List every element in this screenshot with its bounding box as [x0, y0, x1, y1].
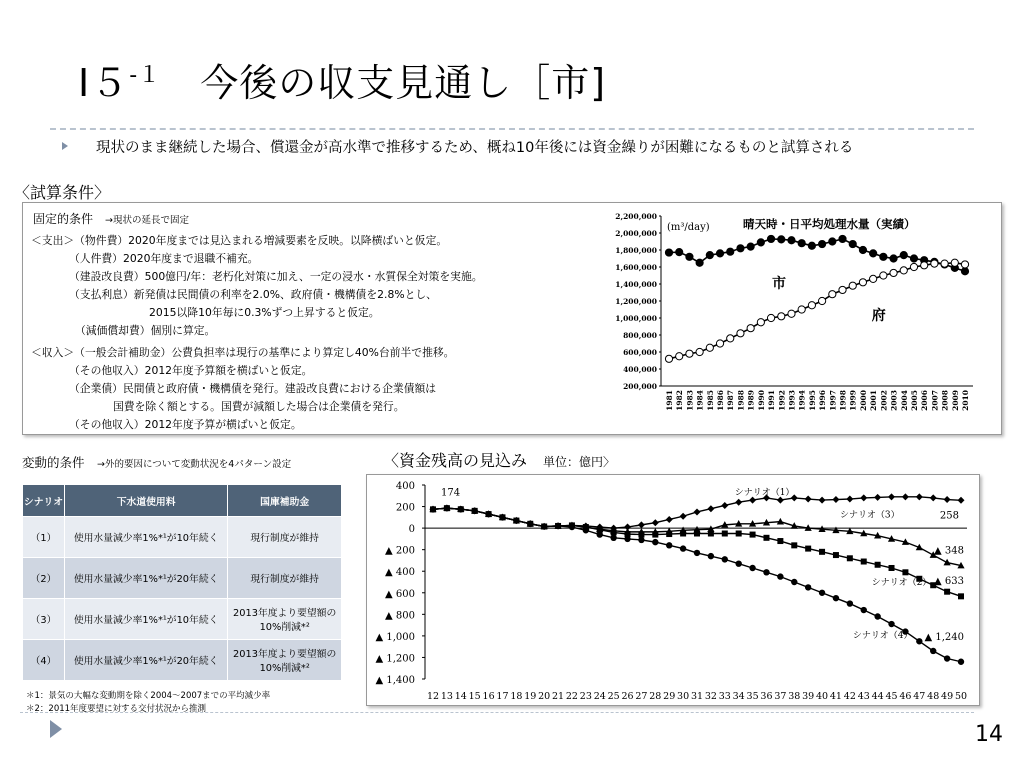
- x-tick-label: 49: [941, 691, 954, 702]
- fixed-line: （企業債）民間債と政府債・機構債を発行。建設改良費における企業債額は: [69, 382, 437, 395]
- fund-chart-unit: 単位：億円〉: [543, 455, 616, 469]
- y-tick-label: ▲ 600: [385, 588, 415, 600]
- data-point: [757, 239, 764, 246]
- x-tick-label: 24: [593, 691, 606, 702]
- data-point: [680, 545, 686, 551]
- data-point: [716, 250, 723, 257]
- data-point: [847, 555, 853, 561]
- x-tick-label: 38: [788, 691, 801, 702]
- table-cell: （1）: [23, 517, 65, 558]
- data-point: [870, 250, 877, 257]
- data-point: [665, 355, 672, 362]
- end-label-scenario-4: ▲ 1,240: [924, 631, 964, 643]
- unit-label: (m³/day): [667, 222, 710, 233]
- x-tick-label: 1981: [665, 390, 674, 411]
- data-point: [890, 269, 897, 276]
- data-point: [665, 249, 672, 256]
- x-tick-label: 46: [899, 691, 912, 702]
- title-divider: [50, 128, 974, 130]
- scenario-table: [22, 484, 342, 681]
- fixed-line: （建設改良費）500億円/年：老朽化対策に加え、一定の浸水・水質保全対策を実施。: [69, 270, 483, 283]
- x-tick-label: 1984: [695, 390, 705, 411]
- data-point: [686, 253, 693, 260]
- data-point: [788, 237, 795, 244]
- data-point: [859, 246, 866, 253]
- data-point: [951, 259, 958, 266]
- data-point: [666, 516, 673, 523]
- data-point: [902, 569, 908, 575]
- data-point: [694, 508, 701, 515]
- y-tick-label: 1,000,000: [615, 314, 657, 323]
- data-point: [735, 499, 742, 506]
- data-point: [716, 340, 723, 347]
- x-tick-label: 40: [816, 691, 829, 702]
- data-point: [833, 552, 839, 558]
- series-label-city: 市: [772, 276, 787, 292]
- data-point: [958, 593, 964, 599]
- x-tick-label: 23: [579, 691, 592, 702]
- x-tick-label: 44: [871, 691, 884, 702]
- x-tick-label: 45: [885, 691, 898, 702]
- fixed-conditions-head: [33, 210, 189, 227]
- data-point: [624, 536, 630, 542]
- fixed-line: ＜支出＞（物件費）2020年度までは見込まれる増減要素を反映。以降横ばいと仮定。: [31, 234, 448, 247]
- fund-balance-chart: [367, 475, 979, 705]
- y-tick-label: 1,200,000: [615, 297, 657, 306]
- x-tick-label: 1983: [685, 390, 695, 411]
- data-point: [676, 353, 683, 360]
- series-label-scenario-2: シナリオ（2）: [871, 578, 932, 588]
- fixed-line: ＜収入＞（一般会計補助金）公費負担率は現行の基準により算定し40%台前半で推移。: [31, 346, 455, 359]
- data-point: [749, 565, 755, 571]
- x-tick-label: 2004: [899, 390, 909, 411]
- table-cell: 使用水量減少率1%*¹が10年続く: [64, 517, 227, 558]
- fund-balance-panel: [366, 474, 980, 706]
- data-point: [916, 493, 923, 500]
- data-point: [875, 562, 881, 568]
- x-tick-label: 2005: [909, 390, 919, 411]
- x-tick-label: 1997: [828, 390, 838, 411]
- x-tick-label: 43: [857, 691, 870, 702]
- y-tick-label: ▲ 1,000: [375, 631, 415, 643]
- series-label-scenario-3: シナリオ（3）: [839, 510, 900, 521]
- table-header: 国庫補助金: [228, 485, 342, 517]
- end-label-scenario-3: ▲ 348: [934, 545, 964, 557]
- x-tick-label: 33: [718, 691, 731, 702]
- x-tick-label: 32: [704, 691, 717, 702]
- x-tick-label: 25: [607, 691, 620, 702]
- data-point: [555, 523, 561, 529]
- data-point: [727, 248, 734, 255]
- data-point: [944, 559, 951, 566]
- data-point: [961, 261, 968, 268]
- x-tick-label: 1994: [797, 390, 807, 411]
- data-point: [610, 535, 616, 541]
- fixed-line: （その他収入）2012年度予算が横ばいと仮定。: [69, 418, 302, 431]
- fund-balance-title: [383, 448, 615, 471]
- data-point: [910, 255, 917, 262]
- bullet-triangle-icon: [62, 142, 68, 150]
- data-point: [736, 531, 742, 537]
- x-tick-label: 1986: [716, 390, 726, 411]
- data-point: [696, 348, 703, 355]
- variable-conditions-head: [22, 453, 291, 471]
- data-point: [921, 262, 928, 269]
- footer-triangle-icon: [50, 720, 62, 738]
- x-tick-label: 19: [524, 691, 537, 702]
- x-tick-label: 1996: [818, 390, 828, 411]
- data-point: [808, 242, 815, 249]
- data-point: [722, 531, 728, 537]
- y-tick-label: 0: [408, 524, 415, 536]
- x-tick-label: 1985: [705, 390, 715, 411]
- footnote: ＊2：2011年度要望に対する交付状況から推測: [26, 704, 207, 714]
- x-tick-label: 2008: [940, 390, 950, 411]
- x-tick-label: 1987: [726, 390, 736, 411]
- variable-head-note: →外的要因について変動状況を4パターン設定: [97, 459, 292, 470]
- table-cell: 現行制度が維持: [228, 558, 342, 599]
- fund-chart-title: 〈資金残高の見込み: [383, 451, 528, 470]
- table-cell: 使用水量減少率1%*¹が20年続く: [64, 640, 227, 681]
- y-tick-label: 600,000: [623, 348, 657, 357]
- data-point: [808, 302, 815, 309]
- data-point: [819, 240, 826, 247]
- table-cell: （4）: [23, 640, 65, 681]
- y-tick-label: ▲ 200: [385, 545, 415, 557]
- series-label-prefecture: 府: [871, 308, 886, 324]
- data-point: [889, 565, 895, 571]
- data-point: [735, 560, 741, 566]
- x-tick-label: 22: [565, 691, 578, 702]
- data-point: [686, 350, 693, 357]
- x-tick-label: 16: [482, 691, 495, 702]
- data-point: [676, 249, 683, 256]
- data-point: [767, 235, 774, 242]
- x-tick-label: 28: [649, 691, 662, 702]
- table-header: シナリオ: [23, 485, 65, 517]
- x-tick-label: 1993: [787, 390, 797, 411]
- chart-title: 晴天時・日平均処理水量（実績）: [743, 217, 916, 231]
- data-point: [805, 584, 811, 590]
- data-point: [541, 523, 547, 529]
- data-point: [778, 313, 785, 320]
- data-point: [747, 325, 754, 332]
- table-row: [23, 599, 342, 640]
- data-point: [750, 532, 756, 538]
- x-tick-label: 1989: [746, 390, 756, 411]
- conditions-heading: 〈試算条件〉: [14, 183, 111, 202]
- y-tick-label: 1,600,000: [615, 263, 657, 272]
- x-tick-label: 1988: [736, 390, 746, 411]
- data-point: [652, 539, 658, 545]
- x-tick-label: 15: [468, 691, 481, 702]
- data-point: [706, 344, 713, 351]
- x-tick-label: 47: [913, 691, 926, 702]
- fixed-conditions-panel: [22, 202, 1002, 435]
- data-point: [597, 531, 603, 537]
- table-row: [23, 517, 342, 558]
- data-point: [499, 514, 505, 520]
- y-tick-label: 1,800,000: [615, 246, 657, 255]
- data-point: [829, 291, 836, 298]
- fixed-line: （その他収入）2012年度予算額を横ばいと仮定。: [69, 364, 313, 377]
- x-tick-label: 48: [927, 691, 940, 702]
- data-point: [798, 306, 805, 313]
- data-point: [777, 573, 783, 579]
- data-point: [888, 493, 895, 500]
- x-tick-label: 18: [510, 691, 523, 702]
- data-point: [430, 506, 436, 512]
- data-point: [829, 238, 836, 245]
- y-tick-label: ▲ 1,400: [375, 675, 415, 686]
- x-tick-label: 41: [829, 691, 842, 702]
- data-point: [819, 297, 826, 304]
- title-sup: -１: [129, 63, 162, 88]
- data-point: [763, 535, 769, 541]
- data-point: [900, 267, 907, 274]
- table-cell: 現行制度が維持: [228, 517, 342, 558]
- data-point: [737, 245, 744, 252]
- data-point: [694, 550, 700, 556]
- table-cell: （2）: [23, 558, 65, 599]
- footer-divider: [20, 712, 974, 713]
- data-point: [849, 240, 856, 247]
- data-point: [706, 252, 713, 259]
- data-point: [930, 648, 936, 654]
- data-point: [888, 621, 894, 627]
- data-point: [930, 494, 937, 501]
- data-point: [583, 527, 589, 533]
- data-point: [707, 505, 714, 512]
- x-tick-label: 36: [760, 691, 773, 702]
- table-cell: 2013年度より要望額の10%削減*²: [228, 599, 342, 640]
- data-point: [638, 537, 644, 543]
- table-row: [23, 640, 342, 681]
- table-row: [23, 558, 342, 599]
- title-prefix: Ⅰ５: [78, 61, 130, 105]
- data-point: [916, 638, 922, 644]
- data-point: [737, 330, 744, 337]
- data-point: [874, 494, 881, 501]
- data-point: [513, 517, 519, 523]
- y-tick-label: ▲ 400: [385, 567, 415, 579]
- data-point: [861, 607, 867, 613]
- data-point: [652, 519, 659, 526]
- x-tick-label: 50: [954, 691, 968, 702]
- x-tick-label: 27: [635, 691, 648, 702]
- x-tick-label: 2002: [879, 390, 889, 411]
- slide-title: [78, 52, 606, 107]
- x-tick-label: 42: [843, 691, 856, 702]
- x-tick-label: 2006: [920, 390, 930, 411]
- start-value-label: 174: [441, 487, 461, 499]
- table-cell: 2013年度より要望額の10%削減*²: [228, 640, 342, 681]
- x-tick-label: 1982: [675, 390, 685, 411]
- data-point: [444, 505, 450, 511]
- data-point: [839, 286, 846, 293]
- data-point: [910, 263, 917, 270]
- x-tick-label: 1990: [756, 390, 766, 411]
- data-point: [931, 260, 938, 267]
- y-tick-label: 400,000: [623, 365, 657, 374]
- data-point: [805, 496, 812, 503]
- data-point: [819, 590, 825, 596]
- data-point: [880, 253, 887, 260]
- x-tick-label: 26: [621, 691, 634, 702]
- data-point: [846, 496, 853, 503]
- fixed-line: 2015以降10年毎に0.3%ずつ上昇すると仮定。: [149, 306, 380, 319]
- data-point: [944, 655, 950, 661]
- data-point: [880, 272, 887, 279]
- x-tick-label: 35: [746, 691, 759, 702]
- y-tick-label: 400: [395, 481, 415, 492]
- fixed-line: （減価償却費）個別に算定。: [75, 324, 216, 337]
- data-point: [902, 493, 909, 500]
- y-tick-label: 1,400,000: [615, 280, 657, 289]
- y-tick-label: 800,000: [623, 331, 657, 340]
- title-main: 今後の収支見通し［市]: [200, 61, 607, 105]
- data-point: [944, 496, 951, 503]
- data-point: [958, 497, 965, 504]
- data-point: [569, 524, 575, 530]
- fixed-line: （支払利息）新発債は民間債の利率を2.0%、政府債・機構債を2.8%とし、: [69, 288, 437, 301]
- y-tick-label: ▲ 800: [385, 610, 415, 622]
- data-point: [680, 513, 687, 520]
- x-tick-label: 13: [440, 691, 453, 702]
- x-tick-label: 2009: [950, 390, 960, 411]
- page-number: 14: [975, 722, 1003, 747]
- series-label-scenario-1: シナリオ（1）: [734, 487, 795, 498]
- data-point: [849, 282, 856, 289]
- data-point: [833, 595, 839, 601]
- x-tick-label: 31: [690, 691, 704, 702]
- data-point: [757, 319, 764, 326]
- y-tick-label: 2,200,000: [615, 212, 657, 221]
- data-point: [727, 335, 734, 342]
- data-point: [638, 521, 645, 528]
- data-point: [859, 279, 866, 286]
- y-tick-label: ▲ 1,200: [375, 653, 415, 665]
- x-tick-label: 12: [426, 691, 440, 702]
- x-tick-label: 2000: [858, 390, 868, 411]
- end-label-scenario-1: 258: [939, 510, 959, 522]
- data-point: [958, 659, 964, 665]
- data-point: [847, 600, 853, 606]
- x-tick-label: 14: [454, 691, 467, 702]
- data-point: [874, 613, 880, 619]
- table-cell: 使用水量減少率1%*¹が10年続く: [64, 599, 227, 640]
- x-tick-label: 20: [538, 691, 551, 702]
- footnote: ＊1：景気の大幅な変動期を除く2004～2007までの平均減少率: [26, 691, 271, 701]
- data-point: [767, 314, 774, 321]
- water-volume-chart: [591, 208, 979, 423]
- variable-head-label: 変動的条件: [22, 455, 85, 470]
- x-tick-label: 1998: [838, 390, 848, 411]
- table-cell: （3）: [23, 599, 65, 640]
- y-tick-label: 200,000: [623, 382, 657, 391]
- data-point: [860, 494, 867, 501]
- data-point: [696, 259, 703, 266]
- x-tick-label: 1992: [777, 390, 787, 411]
- data-point: [788, 310, 795, 317]
- data-point: [721, 502, 728, 509]
- data-point: [722, 556, 728, 562]
- x-tick-label: 2001: [869, 390, 879, 411]
- data-point: [777, 538, 783, 544]
- data-point: [798, 240, 805, 247]
- x-tick-label: 1995: [807, 390, 817, 411]
- y-tick-label: 2,000,000: [615, 229, 657, 238]
- x-tick-label: 37: [774, 691, 787, 702]
- data-point: [944, 589, 950, 595]
- x-tick-label: 2003: [889, 390, 899, 411]
- x-tick-label: 21: [552, 691, 565, 702]
- data-point: [870, 275, 877, 282]
- summary-bullet: 現状のまま継続した場合、償還金が高水準で推移するため、概ね10年後には資金繰りが困難になるものと試算される: [96, 140, 854, 156]
- x-tick-label: 39: [802, 691, 815, 702]
- fixed-head-note: →現状の延長で固定: [105, 215, 189, 226]
- data-point: [890, 255, 897, 262]
- x-tick-label: 2010: [961, 390, 970, 411]
- data-point: [941, 260, 948, 267]
- data-point: [763, 569, 769, 575]
- x-tick-label: 2007: [930, 390, 940, 411]
- fixed-line: （人件費）2020年度まで退職不補充。: [69, 252, 259, 265]
- end-label-scenario-2: ▲ 633: [934, 575, 964, 587]
- data-point: [791, 542, 797, 548]
- data-point: [861, 559, 867, 565]
- data-point: [961, 268, 968, 275]
- series-label-scenario-4: シナリオ（4）: [852, 630, 913, 641]
- fixed-head-label: 固定的条件: [33, 212, 94, 226]
- data-point: [819, 549, 825, 555]
- series-line-prefecture: [669, 263, 965, 359]
- data-point: [471, 508, 477, 514]
- x-tick-label: 1999: [848, 390, 858, 411]
- data-point: [778, 236, 785, 243]
- x-tick-label: 1991: [767, 390, 777, 411]
- x-tick-label: 30: [677, 691, 690, 702]
- data-point: [666, 542, 672, 548]
- data-point: [819, 497, 826, 504]
- data-point: [485, 511, 491, 517]
- data-point: [832, 496, 839, 503]
- table-cell: 使用水量減少率1%*¹が20年続く: [64, 558, 227, 599]
- table-header: 下水道使用料: [64, 485, 227, 517]
- data-point: [839, 235, 846, 242]
- data-point: [527, 521, 533, 527]
- data-point: [805, 546, 811, 552]
- y-tick-label: 200: [395, 502, 415, 514]
- x-tick-label: 34: [732, 691, 745, 702]
- x-tick-label: 17: [496, 691, 509, 702]
- fixed-line: 国費を除く額とする。国費が減額した場合は企業債を発行。: [113, 400, 405, 413]
- data-point: [791, 579, 797, 585]
- data-point: [708, 553, 714, 559]
- data-point: [747, 243, 754, 250]
- data-point: [458, 506, 464, 512]
- data-point: [900, 252, 907, 259]
- x-tick-label: 29: [663, 691, 676, 702]
